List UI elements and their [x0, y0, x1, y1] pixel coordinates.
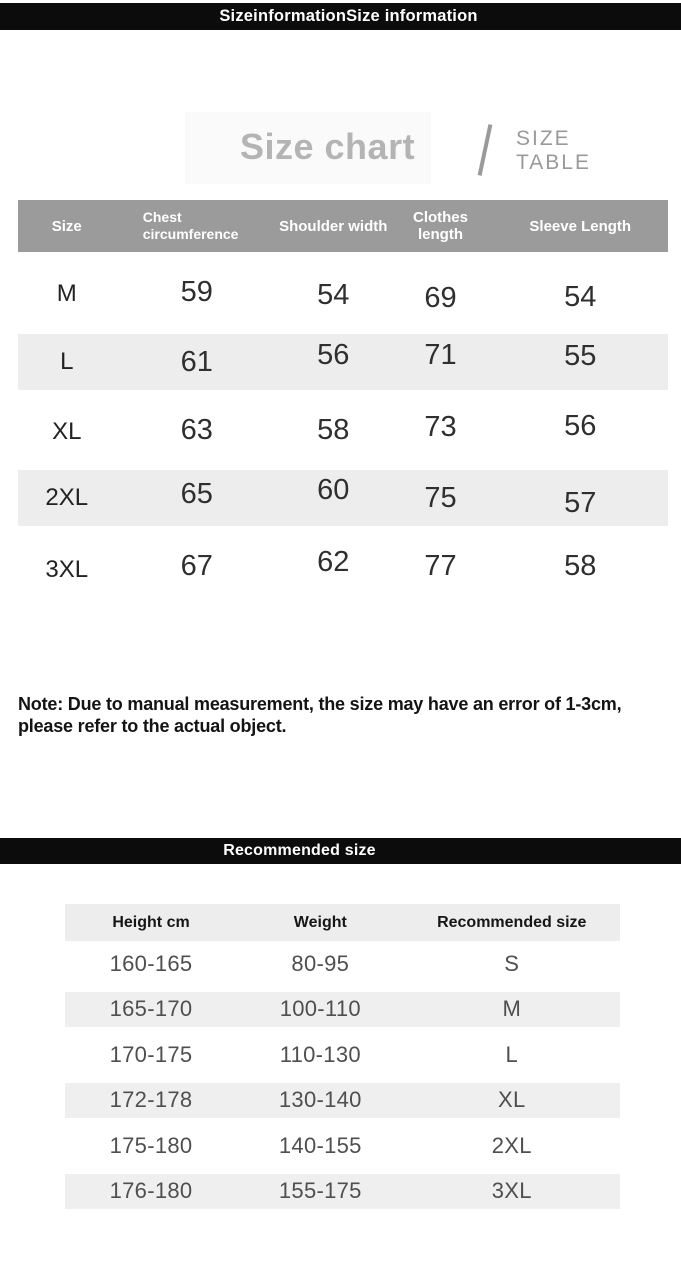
top-banner — [0, 3, 681, 30]
size-table-row-3xl — [18, 532, 668, 600]
side-label-line2: TABLE — [516, 151, 591, 174]
length-cell: 75 — [424, 481, 457, 514]
recommended-row-3xl — [65, 1169, 620, 1215]
rec-size-cell: S — [504, 950, 520, 976]
weight-cell: 130-140 — [278, 1087, 362, 1113]
header-cell-shoulder-width: Shoulder width — [279, 217, 388, 235]
shoulder-cell: 58 — [317, 413, 350, 446]
rec-size-cell: XL — [498, 1087, 526, 1113]
size-cell: 3XL — [45, 556, 89, 583]
recommended-table-header — [65, 904, 620, 941]
weight-cell: 110-130 — [279, 1041, 361, 1067]
chest-cell: 63 — [180, 413, 213, 446]
sleeve-cell: 58 — [564, 549, 597, 582]
shoulder-cell: 60 — [317, 473, 350, 506]
shoulder-cell: 56 — [317, 338, 350, 371]
sleeve-cell: 54 — [564, 280, 597, 313]
length-cell: 71 — [424, 338, 457, 371]
recommended-row-m — [65, 987, 620, 1033]
height-cell: 175-180 — [109, 1132, 193, 1158]
length-cell: 73 — [424, 410, 457, 443]
height-cell: 170-175 — [109, 1041, 193, 1067]
recommended-banner-label: Recommended size — [223, 842, 376, 859]
size-table-row-xl — [18, 396, 668, 464]
chest-cell: 59 — [180, 275, 213, 308]
height-cell: 172-178 — [109, 1087, 193, 1113]
header-cell-chest-circumference: Chest circumference — [142, 209, 239, 242]
rec-size-cell: 2XL — [491, 1132, 532, 1158]
sleeve-cell: 57 — [564, 486, 597, 519]
size-table-row-m — [18, 260, 668, 328]
size-cell: L — [60, 348, 74, 375]
rec-size-cell: 3XL — [491, 1178, 532, 1204]
size-table — [18, 200, 668, 600]
size-table-row-l — [18, 328, 668, 396]
side-label-line1: SIZE — [516, 127, 571, 150]
recommended-row-l — [65, 1032, 620, 1078]
header-cell-size: Size — [51, 217, 82, 235]
header-cell-sleeve-length: Sleeve Length — [529, 217, 632, 235]
length-cell: 77 — [424, 549, 457, 582]
shoulder-cell: 54 — [317, 278, 350, 311]
note-line1: Note: Due to manual measurement, the size may have an error of 1-3cm, — [18, 694, 622, 714]
page-title: Size chart — [240, 126, 416, 167]
recommended-row-s — [65, 941, 620, 987]
weight-cell: 155-175 — [278, 1178, 362, 1204]
sleeve-cell: 55 — [564, 339, 597, 372]
rec-size-cell: L — [505, 1041, 519, 1067]
chest-cell: 65 — [180, 477, 213, 510]
size-table-side-label — [516, 127, 591, 175]
recommended-size-table — [65, 904, 620, 1214]
slash-divider-icon — [478, 124, 493, 176]
size-cell: XL — [52, 418, 82, 445]
chest-cell: 67 — [180, 549, 213, 582]
size-table-header — [18, 200, 668, 252]
weight-cell: 80-95 — [291, 950, 350, 976]
length-cell: 69 — [424, 281, 457, 314]
header-cell-height: Height cm — [112, 913, 190, 931]
sleeve-cell: 56 — [564, 409, 597, 442]
weight-cell: 100-110 — [279, 996, 361, 1022]
size-cell: M — [56, 280, 77, 307]
recommended-row-xl — [65, 1078, 620, 1124]
chest-cell: 61 — [180, 345, 213, 378]
size-table-row-2xl — [18, 464, 668, 532]
header-cell-recommended-size: Recommended size — [437, 913, 587, 931]
weight-cell: 140-155 — [278, 1132, 362, 1158]
height-cell: 165-170 — [109, 996, 193, 1022]
shoulder-cell: 62 — [317, 545, 350, 578]
height-cell: 160-165 — [109, 950, 193, 976]
size-table-body — [18, 260, 668, 600]
rec-size-cell: M — [502, 996, 522, 1022]
top-banner-label: SizeinformationSize information — [219, 7, 478, 25]
height-cell: 176-180 — [109, 1178, 193, 1204]
header-cell-clothes-length: Clothes length — [412, 209, 468, 243]
recommended-size-banner — [0, 838, 681, 864]
measurement-note — [18, 694, 621, 737]
note-line2: please refer to the actual object. — [18, 715, 287, 736]
size-cell: 2XL — [45, 484, 89, 511]
recommended-row-2xl — [65, 1123, 620, 1169]
header-cell-weight: Weight — [293, 913, 347, 931]
